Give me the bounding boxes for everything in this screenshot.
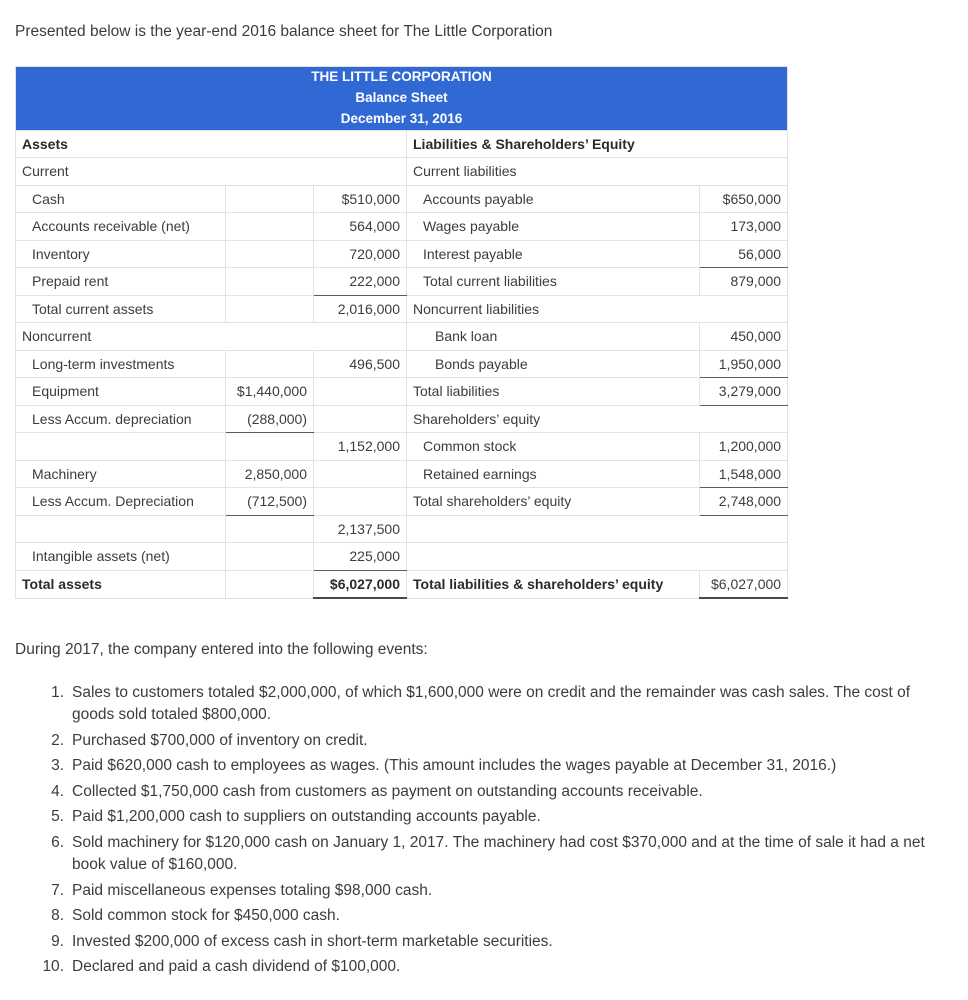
machinery-net-value: 2,137,500 [314, 515, 407, 543]
equipment-net-cell [314, 378, 407, 406]
machinery-net-cell [314, 460, 407, 488]
total-current-assets-label: Total current assets [16, 295, 226, 323]
equipment-net-blank-cell [226, 433, 314, 461]
long-term-investments-label: Long-term investments [16, 350, 226, 378]
common-stock-value: 1,200,000 [700, 433, 788, 461]
balance-sheet-banner [16, 66, 788, 130]
table-row [16, 378, 788, 406]
machinery-depreciation-value: (712,500) [226, 488, 314, 516]
machinery-cost-value: 2,850,000 [226, 460, 314, 488]
long-term-investments-value: 496,500 [314, 350, 407, 378]
list-item: Paid $1,200,000 cash to suppliers on outstanding accounts payable. [72, 808, 541, 826]
list-item: Sold machinery for $120,000 cash on January 1, 2017. The machinery had cost $370,000 and at the time of sale it had a net book value of $160,000. [72, 833, 925, 874]
total-liabilities-label: Total liabilities [407, 378, 700, 406]
table-row [16, 213, 788, 241]
banner-statement-type: Balance Sheet [355, 89, 448, 105]
noncurrent-liabilities-header: Noncurrent liabilities [407, 295, 788, 323]
machinery-depreciation-net-cell [314, 488, 407, 516]
bank-loan-value: 450,000 [700, 323, 788, 351]
equipment-cost-value: $1,440,000 [226, 378, 314, 406]
table-row [16, 433, 788, 461]
events-list [0, 682, 968, 979]
total-assets-label: Total assets [16, 570, 226, 598]
document-page [0, 16, 968, 979]
banner-company-name: THE LITTLE CORPORATION [311, 68, 492, 84]
spacer-row-cell-1 [407, 515, 788, 543]
list-item: Purchased $700,000 of inventory on credit. [72, 731, 368, 749]
interest-payable-label: Interest payable [407, 240, 700, 268]
total-current-liabilities-value: 879,000 [700, 268, 788, 296]
assets-header: Assets [16, 130, 407, 158]
bonds-payable-label: Bonds payable [407, 350, 700, 378]
list-item: Sold common stock for $450,000 cash. [72, 907, 340, 925]
retained-earnings-label: Retained earnings [407, 460, 700, 488]
wages-payable-value: 173,000 [700, 213, 788, 241]
table-row-banner [16, 66, 788, 130]
retained-earnings-value: 1,548,000 [700, 460, 788, 488]
spacer-row-cell-2 [407, 543, 788, 571]
table-row [16, 350, 788, 378]
total-current-assets-cost-cell [226, 295, 314, 323]
machinery-net-label-cell [16, 515, 226, 543]
table-row [16, 240, 788, 268]
events-intro-paragraph: During 2017, the company entered into the following events: [15, 640, 428, 658]
grand-total-label: Total liabilities & shareholders’ equity [407, 570, 700, 598]
accounts-receivable-value: 564,000 [314, 213, 407, 241]
total-current-liabilities-label: Total current liabilities [407, 268, 700, 296]
prepaid-rent-value: 222,000 [314, 268, 407, 296]
table-row [16, 323, 788, 351]
total-shareholders-equity-value: 2,748,000 [700, 488, 788, 516]
list-item: Paid miscellaneous expenses totaling $98,000 cash. [72, 881, 433, 899]
list-item: Invested $200,000 of excess cash in short-term marketable securities. [72, 932, 553, 950]
table-row [16, 543, 788, 571]
shareholders-equity-header: Shareholders’ equity [407, 405, 788, 433]
equipment-label: Equipment [16, 378, 226, 406]
prepaid-rent-label: Prepaid rent [16, 268, 226, 296]
bank-loan-label: Bank loan [407, 323, 700, 351]
grand-total-value: $6,027,000 [700, 570, 788, 598]
balance-sheet-container [15, 66, 787, 599]
machinery-depreciation-label: Less Accum. Depreciation [16, 488, 226, 516]
table-row [16, 185, 788, 213]
total-assets-blank-cell [226, 570, 314, 598]
current-liabilities-header: Current liabilities [407, 158, 788, 186]
table-row [16, 488, 788, 516]
table-row [16, 515, 788, 543]
list-item: Collected $1,750,000 cash from customers as payment on outstanding accounts receivable. [72, 782, 703, 800]
common-stock-label: Common stock [407, 433, 700, 461]
cash-value: $510,000 [314, 185, 407, 213]
list-item: Sales to customers totaled $2,000,000, of which $1,600,000 were on credit and the remainder was cash sales. The cost of goods sold totaled $800,000. [72, 683, 911, 724]
table-row [16, 405, 788, 433]
intangible-assets-value: 225,000 [314, 543, 407, 571]
table-row-grand-total [16, 570, 788, 598]
total-current-assets-value: 2,016,000 [314, 295, 407, 323]
total-assets-value: $6,027,000 [314, 570, 407, 598]
prepaid-rent-cost-cell [226, 268, 314, 296]
bonds-payable-value: 1,950,000 [700, 350, 788, 378]
banner-date: December 31, 2016 [340, 110, 463, 126]
table-row-section-headers [16, 130, 788, 158]
list-item: Declared and paid a cash dividend of $100,000. [72, 958, 401, 976]
intro-paragraph: Presented below is the year-end 2016 balance sheet for The Little Corporation [15, 22, 553, 40]
inventory-value: 720,000 [314, 240, 407, 268]
table-row [16, 158, 788, 186]
equipment-depreciation-value: (288,000) [226, 405, 314, 433]
intangible-assets-label: Intangible assets (net) [16, 543, 226, 571]
table-row [16, 295, 788, 323]
interest-payable-value: 56,000 [700, 240, 788, 268]
table-row [16, 268, 788, 296]
liabilities-equity-header: Liabilities & Shareholders’ Equity [407, 130, 788, 158]
accounts-receivable-cost-cell [226, 213, 314, 241]
equipment-net-label-cell [16, 433, 226, 461]
intangible-assets-cost-cell [226, 543, 314, 571]
total-liabilities-value: 3,279,000 [700, 378, 788, 406]
balance-sheet-table [15, 66, 788, 599]
inventory-label: Inventory [16, 240, 226, 268]
equipment-depreciation-net-cell [314, 405, 407, 433]
inventory-cost-cell [226, 240, 314, 268]
table-row [16, 460, 788, 488]
noncurrent-assets-header: Noncurrent [16, 323, 407, 351]
wages-payable-label: Wages payable [407, 213, 700, 241]
list-item: Paid $620,000 cash to employees as wages. (This amount includes the wages payable at December 31, 2016.) [72, 757, 837, 775]
long-term-investments-cost-cell [226, 350, 314, 378]
accounts-payable-value: $650,000 [700, 185, 788, 213]
machinery-label: Machinery [16, 460, 226, 488]
equipment-depreciation-label: Less Accum. depreciation [16, 405, 226, 433]
cash-label: Cash [16, 185, 226, 213]
accounts-receivable-label: Accounts receivable (net) [16, 213, 226, 241]
current-assets-header: Current [16, 158, 407, 186]
cash-cost-cell [226, 185, 314, 213]
accounts-payable-label: Accounts payable [407, 185, 700, 213]
machinery-net-blank-cell [226, 515, 314, 543]
total-shareholders-equity-label: Total shareholders’ equity [407, 488, 700, 516]
equipment-net-value: 1,152,000 [314, 433, 407, 461]
